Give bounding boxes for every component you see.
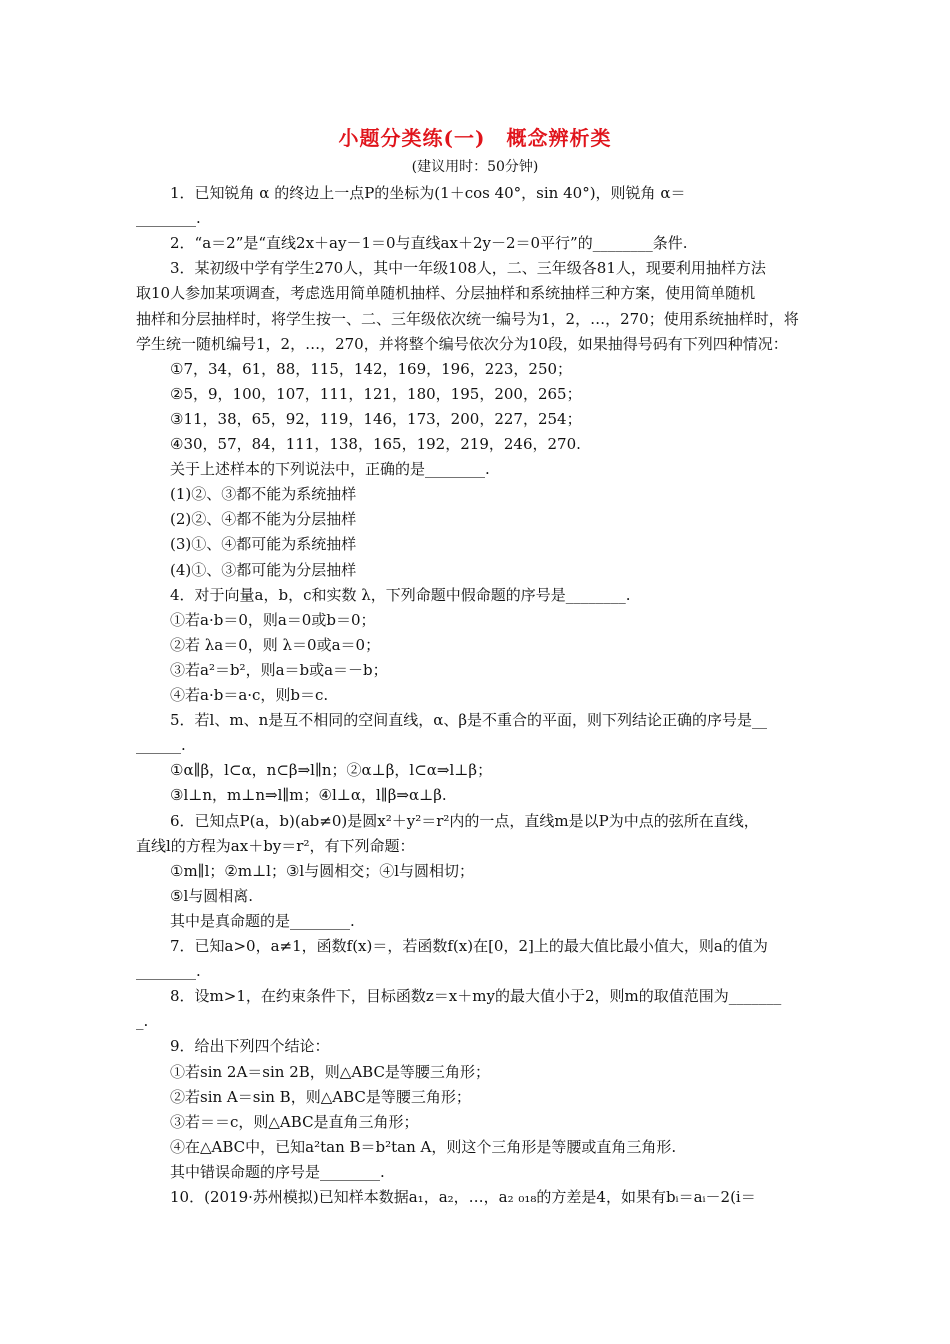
text-line: ④30，57，84，111，138，165，192，219，246，270.: [170, 435, 581, 453]
text-line: ①α∥β，l⊂α，n⊂β⇒l∥n；②α⊥β，l⊂α⇒l⊥β；: [170, 761, 493, 780]
text-line: ④若a·b＝a·c，则b＝c.: [170, 686, 329, 704]
text-line: 3．某初级中学有学生270人，其中一年级108人，二、三年级各81人，现要利用抽样方法: [170, 259, 766, 278]
text-line: ________.: [136, 962, 201, 981]
text-line: ①7，34，61，88，115，142，169，196，223，250；: [170, 359, 573, 378]
text-line: 直线l的方程为ax＋by＝r²，有下列命题：: [136, 836, 415, 855]
text-line: ③11，38，65，92，119，146，173，200，227，254；: [170, 409, 582, 428]
text-line: ①m∥l；②m⊥l；③l与圆相交；④l与圆相切；: [170, 861, 475, 880]
text-line: ①若a·b＝0，则a＝0或b＝0；: [170, 610, 376, 629]
text-line: 1．已知锐角 α 的终边上一点P的坐标为(1＋cos 40°，sin 40°)，则锐角 α＝: [170, 184, 686, 202]
text-line: ④在△ABC中，已知a²tan B＝b²tan A，则这个三角形是等腰或直角三角形.: [170, 1137, 677, 1156]
text-line: 抽样和分层抽样时，将学生按一、二、三年级依次统一编号为1，2，…，270；使用系统抽样时，将: [136, 309, 799, 328]
text-line: 7．已知a>0，a≠1，函数f(x)＝，若函数f(x)在[0，2]上的最大值比最小值大，则a的值为: [170, 937, 768, 955]
text-line: ①若sin 2A＝sin 2B，则△ABC是等腰三角形；: [170, 1062, 490, 1081]
text-line: ③若＝＝c，则△ABC是直角三角形；: [170, 1112, 419, 1131]
text-line: 10．(2019·苏州模拟)已知样本数据a₁，a₂，…，a₂ ₀₁₈的方差是4，如果有bᵢ＝aᵢ－2(i＝: [170, 1188, 756, 1206]
text-line: ②5，9，100，107，111，121，180，195，200，265；: [170, 384, 582, 403]
page-title: 小题分类练(一) 概念辨析类: [338, 126, 612, 150]
text-line: ③l⊥n，m⊥n⇒l∥m；④l⊥α，l∥β⇒α⊥β.: [170, 786, 447, 805]
text-line: ______.: [136, 736, 186, 755]
text-line: (3)①、④都可能为系统抽样: [170, 535, 357, 554]
text-line: (2)②、④都不能为分层抽样: [170, 510, 357, 529]
text-line: 学生统一随机编号1，2，…，270，并将整个编号依次分为10段，如果抽得号码有下列四种情况：: [136, 334, 788, 353]
text-line: ________.: [136, 209, 201, 228]
text-line: 其中是真命题的是________.: [170, 911, 355, 930]
text-line: (1)②、③都不能为系统抽样: [170, 485, 357, 504]
text-line: _.: [136, 1012, 149, 1031]
text-line: ②若sin A＝sin B，则△ABC是等腰三角形；: [170, 1087, 471, 1106]
text-line: (4)①、③都可能为分层抽样: [170, 560, 357, 579]
text-line: 取10人参加某项调查，考虑选用简单随机抽样、分层抽样和系统抽样三种方案，使用简单随机: [136, 284, 756, 303]
text-line: 2．“a＝2”是“直线2x＋ay－1＝0与直线ax＋2y－2＝0平行”的________条件.: [170, 234, 688, 253]
text-line: ⑤l与圆相离.: [170, 886, 254, 905]
text-line: 5．若l、m、n是互不相同的空间直线，α、β是不重合的平面，则下列结论正确的序号是__: [170, 711, 768, 730]
text-line: 4．对于向量a，b，c和实数 λ，下列命题中假命题的序号是________.: [170, 585, 631, 604]
text-line: 9．给出下列四个结论：: [170, 1037, 330, 1056]
text-line: 关于上述样本的下列说法中，正确的是________.: [170, 460, 490, 479]
text-line: 6．已知点P(a，b)(ab≠0)是圆x²＋y²＝r²内的一点，直线m是以P为中点的弦所在直线，: [170, 811, 759, 830]
page-subtitle: (建议用时：50分钟): [411, 159, 539, 175]
text-line: ③若a²＝b²，则a＝b或a＝－b；: [170, 660, 388, 679]
text-line: ②若 λa＝0，则 λ＝0或a＝0；: [170, 635, 381, 654]
text-line: 其中错误命题的序号是________.: [170, 1162, 385, 1181]
text-line: 8．设m>1，在约束条件下，目标函数z＝x＋my的最大值小于2，则m的取值范围为_______: [170, 987, 782, 1006]
